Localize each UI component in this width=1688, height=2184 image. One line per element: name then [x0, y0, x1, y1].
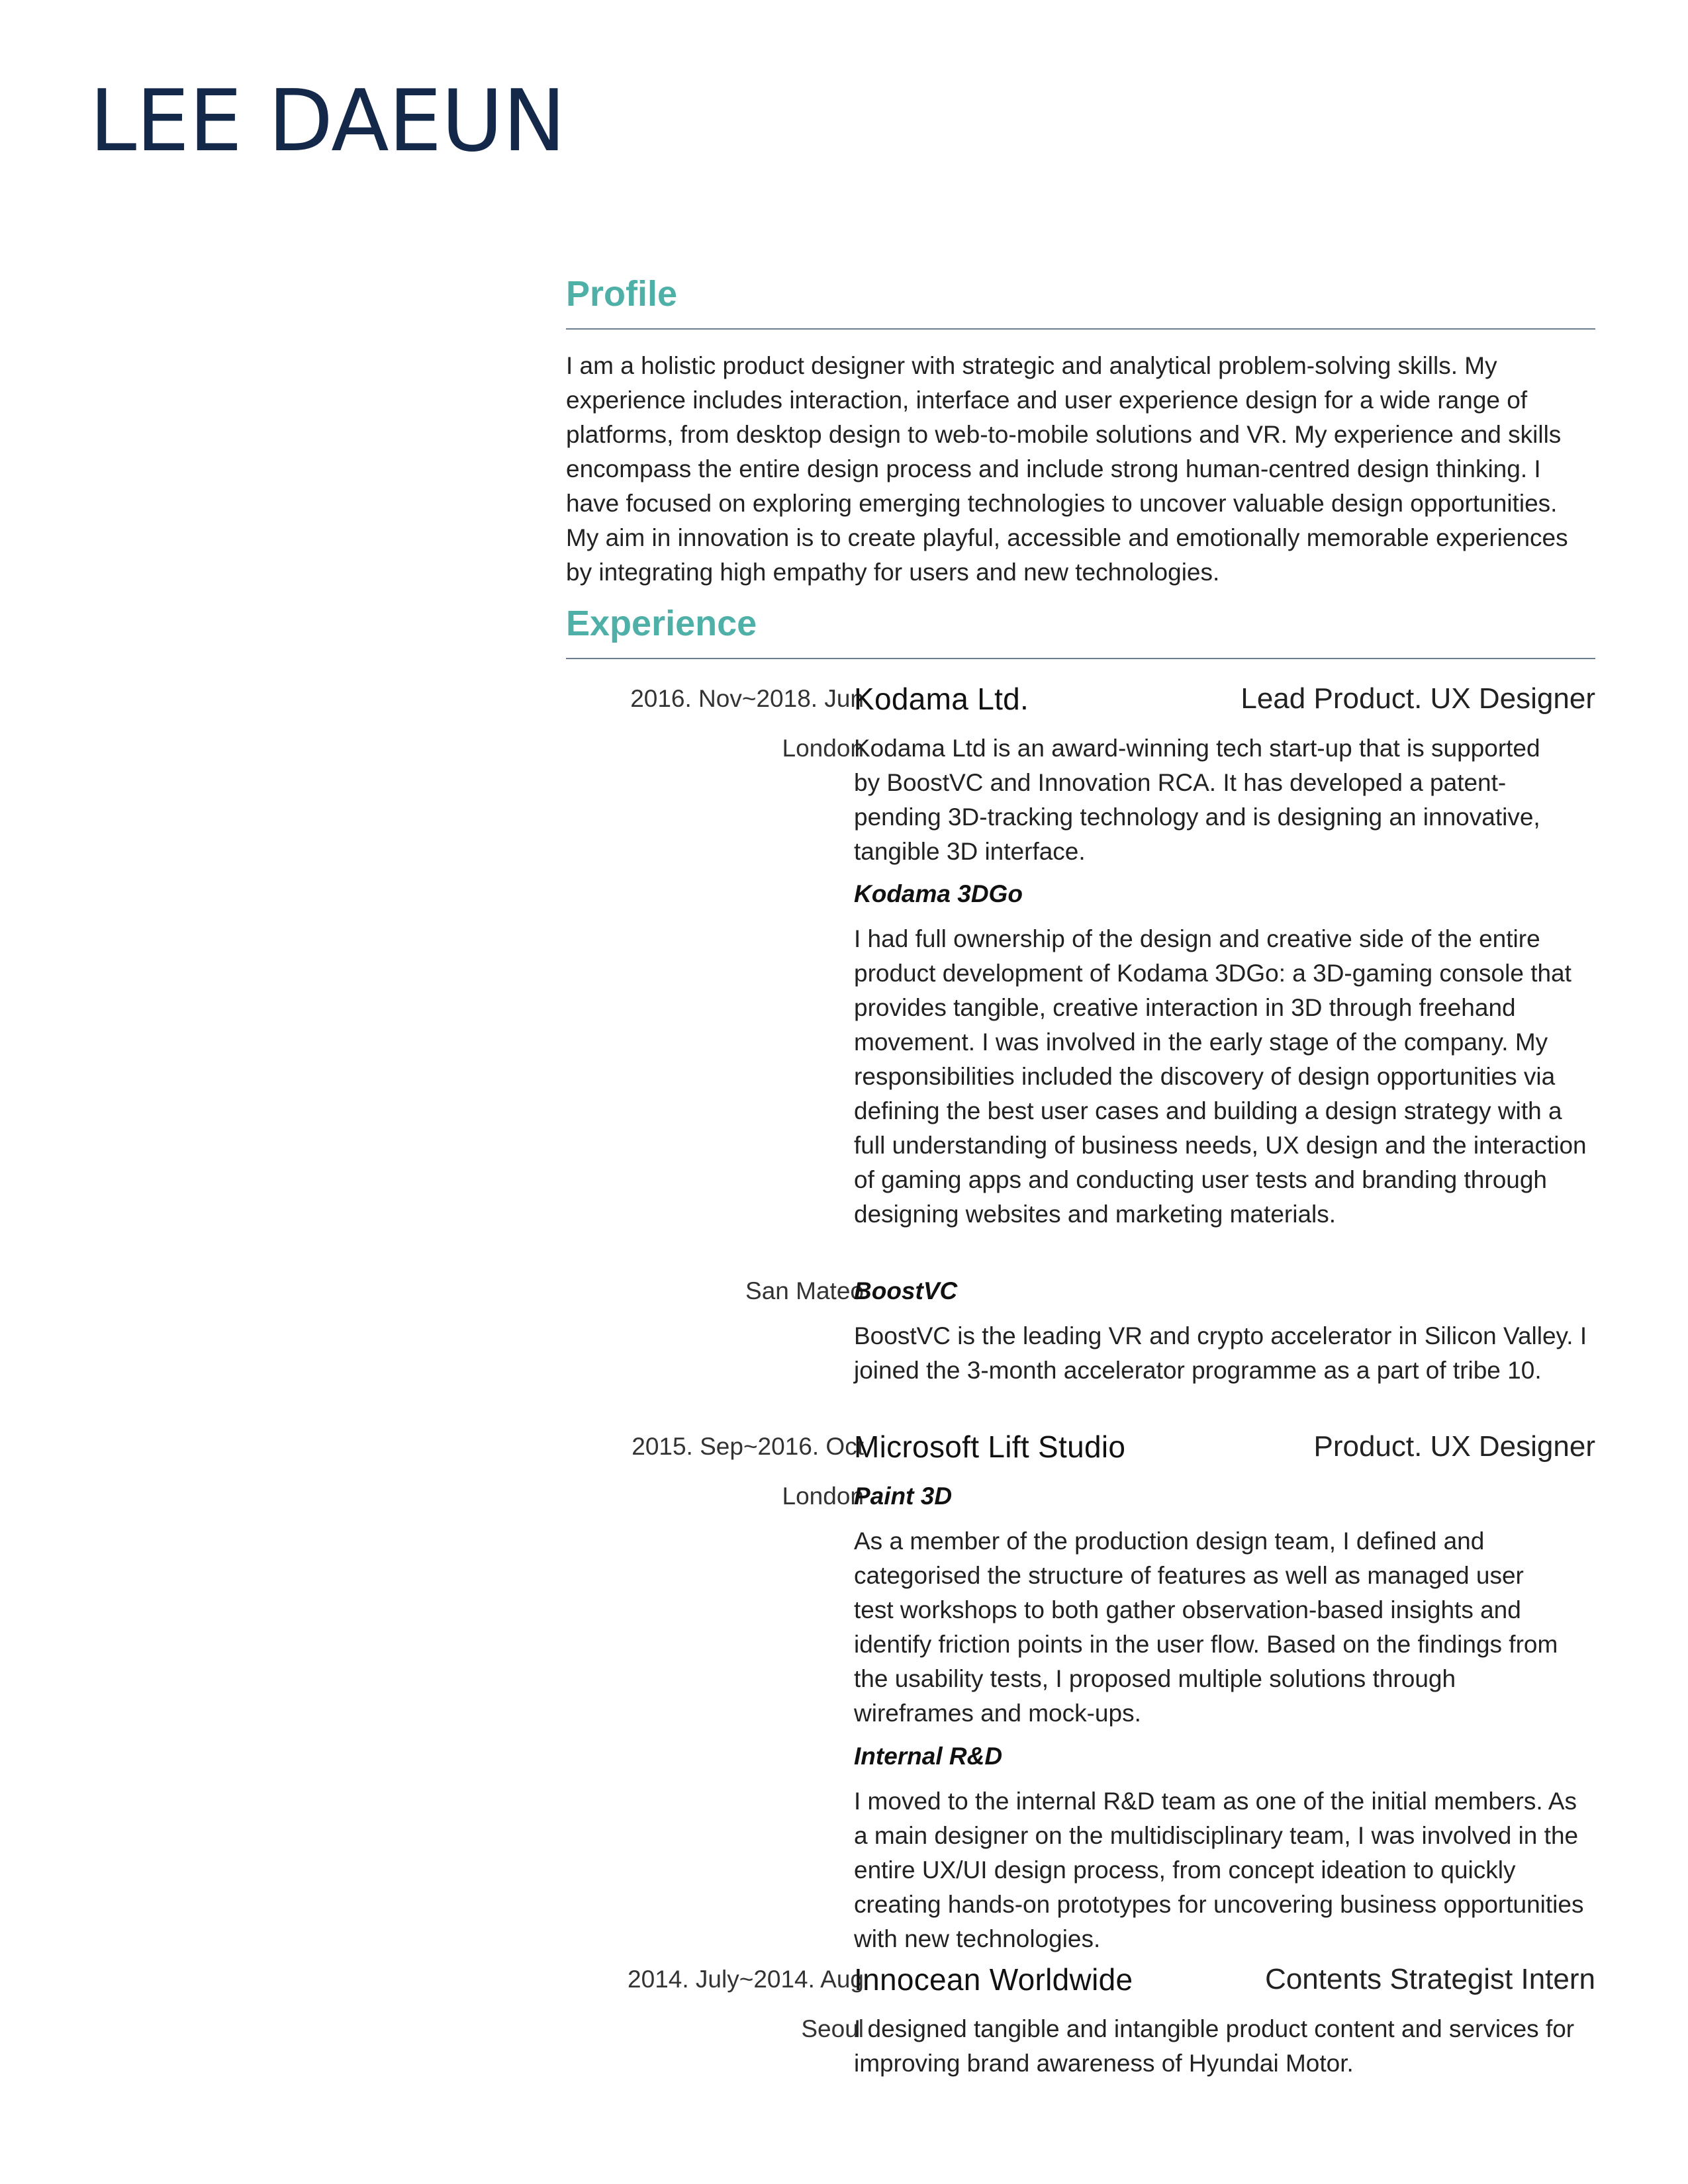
- job-company: Innocean Worldwide: [854, 1962, 1133, 1997]
- job-date: 2016. Nov~2018. Jun: [630, 685, 864, 712]
- job-date: 2014. July~2014. Aug: [628, 1966, 864, 1993]
- project-text-2: I moved to the internal R&D team as one of the initial members. As a main designer on the multidisciplinary team, I was involved in the entire UX/UI design process, from concept ideation to quickly creating hands-on prototypes for uncovering business opportunities with new technologies.: [854, 1788, 1584, 1952]
- job-date: 2015. Sep~2016. Oct: [632, 1433, 864, 1460]
- profile-heading: Profile: [566, 274, 678, 314]
- project-title-2: Internal R&D: [854, 1743, 1003, 1770]
- job-role: Contents Strategist Intern: [1265, 1963, 1595, 1995]
- job-role: Product. UX Designer: [1313, 1430, 1595, 1463]
- job-location: Seoul: [801, 2015, 864, 2042]
- profile-divider: [566, 328, 1595, 330]
- project-text: As a member of the production design team, I defined and categorised the structure of features as well as managed user test workshops to both gather observation-based insights and identify friction points in the user flow. Based on the findings from the usability tests, I proposed multiple solutions through wireframes and mock-ups.: [854, 1527, 1558, 1727]
- job-location-2: San Mateo: [745, 1277, 864, 1304]
- job-location: London: [782, 735, 864, 762]
- job-intro: I designed tangible and intangible product content and services for improving brand awareness of Hyundai Motor.: [854, 2015, 1575, 2077]
- project-title: Paint 3D: [854, 1482, 953, 1510]
- job-intro: Kodama Ltd is an award-winning tech start-up that is supported by BoostVC and Innovation RCA. It has developed a patent-pending 3D-tracking technology and is designing an innovative, tangible 3D interface.: [854, 735, 1540, 865]
- job-role: Lead Product. UX Designer: [1241, 682, 1595, 715]
- project-title: Kodama 3DGo: [854, 880, 1023, 907]
- experience-divider: [566, 658, 1595, 659]
- job-company: Kodama Ltd.: [854, 682, 1029, 716]
- job-company: Microsoft Lift Studio: [854, 1430, 1126, 1464]
- job-location: London: [782, 1482, 864, 1510]
- project-text: I had full ownership of the design and creative side of the entire product development of Kodama 3DGo: a 3D-gaming console that provides tangible, creative interaction in 3D through freehand movement. I was involved in the early stage of the company. My responsibilities included the discovery of design opportunities via defining the best user cases and building a design strategy with a full understanding of business needs, UX design and the interaction of gaming apps and conducting user tests and branding through designing websites and marketing materials.: [854, 925, 1587, 1228]
- project-text-2: BoostVC is the leading VR and crypto accelerator in Silicon Valley. I joined the 3-month accelerator programme as a part of tribe 10.: [854, 1322, 1587, 1384]
- experience-heading: Experience: [566, 604, 757, 643]
- profile-text: I am a holistic product designer with strategic and analytical problem-solving skills. My experience includes interaction, interface and user experience design for a wide range of platforms, from desktop design to web-to-mobile solutions and VR. My experience and skills encompass the entire design process and include strong human-centred design thinking. I have focused on exploring emerging technologies to uncover valuable design opportunities. My aim in innovation is to create playful, accessible and emotionally memorable experiences by integrating high empathy for users and new technologies.: [566, 352, 1568, 586]
- candidate-name: LEE DAEUN: [89, 72, 565, 171]
- project-title-2: BoostVC: [854, 1277, 958, 1304]
